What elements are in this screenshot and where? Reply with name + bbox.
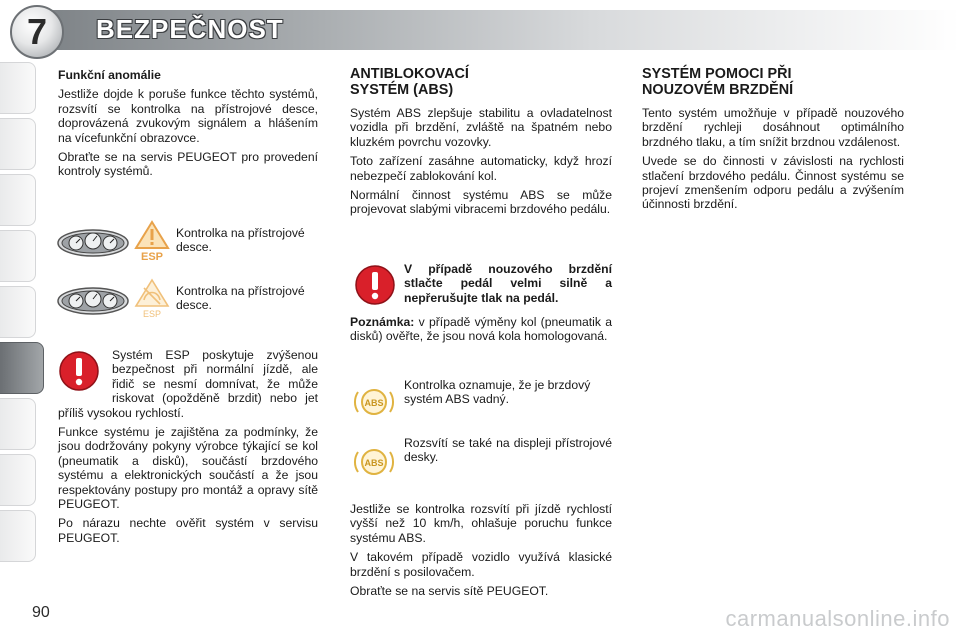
chapter-tab-8[interactable]	[0, 398, 36, 450]
watermark: carmanualsonline.info	[725, 606, 950, 631]
chapter-tab-1[interactable]	[0, 62, 36, 114]
dashboard-icon	[56, 286, 130, 316]
chapter-tab-5[interactable]	[0, 286, 36, 338]
heading-line: NOUZOVÉM BRZDĚNÍ	[642, 82, 794, 98]
note-block	[350, 315, 612, 349]
chapter-tab-7-active[interactable]	[0, 342, 44, 394]
chapter-tabs	[0, 62, 46, 582]
paragraph: Jestliže se kontrolka rozsvítí při jízdě rychlostí vyšší než 10 km/h, ohlašuje poruchu funkce systému ABS.	[350, 502, 612, 545]
chapter-tab-3[interactable]	[0, 174, 36, 226]
paragraph: V takovém případě vozidlo využívá klasické brzdění s posilovačem.	[350, 550, 612, 579]
paragraph: Obraťte se na servis PEUGEOT pro provedení kontroly systémů.	[58, 150, 318, 179]
abs-warning-icon	[352, 444, 396, 480]
section-heading-brake-assist	[642, 66, 904, 98]
left-column-top	[58, 68, 318, 184]
chapter-tab-4[interactable]	[0, 230, 36, 282]
indicator-label: Kontrolka na přístrojové desce.	[176, 226, 305, 255]
page-number: 90	[32, 604, 50, 621]
paragraph: Systém ABS zlepšuje stabilitu a ovladatelnost vozidla při brzdění, zvláště na špatném nebo kluzkém povrchu vozovky.	[350, 106, 612, 149]
paragraph: Normální činnost systému ABS se může projevovat slabými vibracemi brzdového pedálu.	[350, 188, 612, 217]
middle-column-bottom	[350, 502, 612, 603]
esp-text: ESP	[142, 309, 162, 319]
paragraph: Po nárazu nechte ověřit systém v servisu PEUGEOT.	[58, 516, 318, 545]
right-column	[642, 66, 904, 217]
paragraph: Uvede se do činnosti v závislosti na rychlosti stlačení brzdového pedálu. Činnost systému se projeví zmenšením odporu pedálu a zvýšením účinnosti brzdění.	[642, 154, 904, 212]
warning-icon	[354, 264, 396, 306]
chapter-number-badge: 7	[10, 5, 64, 59]
paragraph	[350, 315, 612, 344]
paragraph: Jestliže dojde k poruše funkce těchto systémů, rozsvítí se kontrolka na přístrojové desce, doprovázená zvukovým signálem a hlášením na vícefunkční obrazovce.	[58, 87, 318, 145]
section-heading-abs	[350, 66, 612, 98]
paragraph: Toto zařízení zasáhne automaticky, když hrozí nebezpečí zablokování kol.	[350, 154, 612, 183]
esp-warning-text: Systém ESP poskytuje zvýšenou bezpečnost při normální jízdě, ale řidič se nesmí domnívat, že může riskovat (opožděně brzdit) nebo jet příliš vysokou rychlostí.	[58, 348, 318, 420]
abs-text: ABS	[364, 398, 384, 408]
dashboard-icon	[56, 228, 130, 258]
emergency-brake-warning	[404, 262, 612, 310]
heading-line: SYSTÉM (ABS)	[350, 82, 454, 98]
chapter-tab-9[interactable]	[0, 454, 36, 506]
page-header	[0, 0, 960, 56]
abs-warning-icon	[352, 384, 396, 420]
abs-text: ABS	[364, 458, 384, 468]
chapter-tab-10[interactable]	[0, 510, 36, 562]
esp-off-icon	[132, 278, 172, 320]
paragraph: Funkce systému je zajištěna za podmínky, že jsou dodržovány pokyny výrobce týkající se kol (pneumatik a disků), součástí brzdového systému a elektronických součástí a že jsou respektovány postupy pro montáž a opravy sítě PEUGEOT.	[58, 425, 318, 512]
warning-bold-text: V případě nouzového brzdění stlačte pedál velmi silně a nepřerušujte tlak na pedál.	[404, 262, 612, 305]
paragraph: Tento systém umožňuje v případě nouzového brzdění rychleji dosáhnout optimálního brzdného tlaku, a tím snížit brzdnou vzdálenost.	[642, 106, 904, 149]
page-title: BEZPEČNOST	[96, 14, 284, 44]
left-column-bottom	[58, 348, 318, 550]
indicator-label: Kontrolka na přístrojové desce.	[176, 284, 305, 313]
esp-text: ESP	[140, 251, 164, 262]
chapter-tab-2[interactable]	[0, 118, 36, 170]
paragraph	[58, 348, 318, 420]
paragraph: Obraťte se na servis sítě PEUGEOT.	[350, 584, 549, 599]
esp-warning-icon	[132, 220, 172, 262]
note-text: v případě výměny kol (pneumatik a disků) ověřte, že jsou nová kola homologovaná.	[350, 315, 612, 344]
abs-display-text: Rozsvítí se také na displeji přístrojové desky.	[404, 436, 612, 465]
middle-column-top	[350, 66, 612, 222]
heading-line: ANTIBLOKOVACÍ	[350, 66, 469, 82]
note-label: Poznámka:	[350, 315, 415, 329]
heading-line: SYSTÉM POMOCI PŘI	[642, 66, 792, 82]
section-heading-anomalies: Funkční anomálie	[58, 68, 161, 82]
float-spacer	[58, 348, 112, 404]
abs-indicator-text: Kontrolka oznamuje, že je brzdový systém ABS vadný.	[404, 378, 591, 407]
